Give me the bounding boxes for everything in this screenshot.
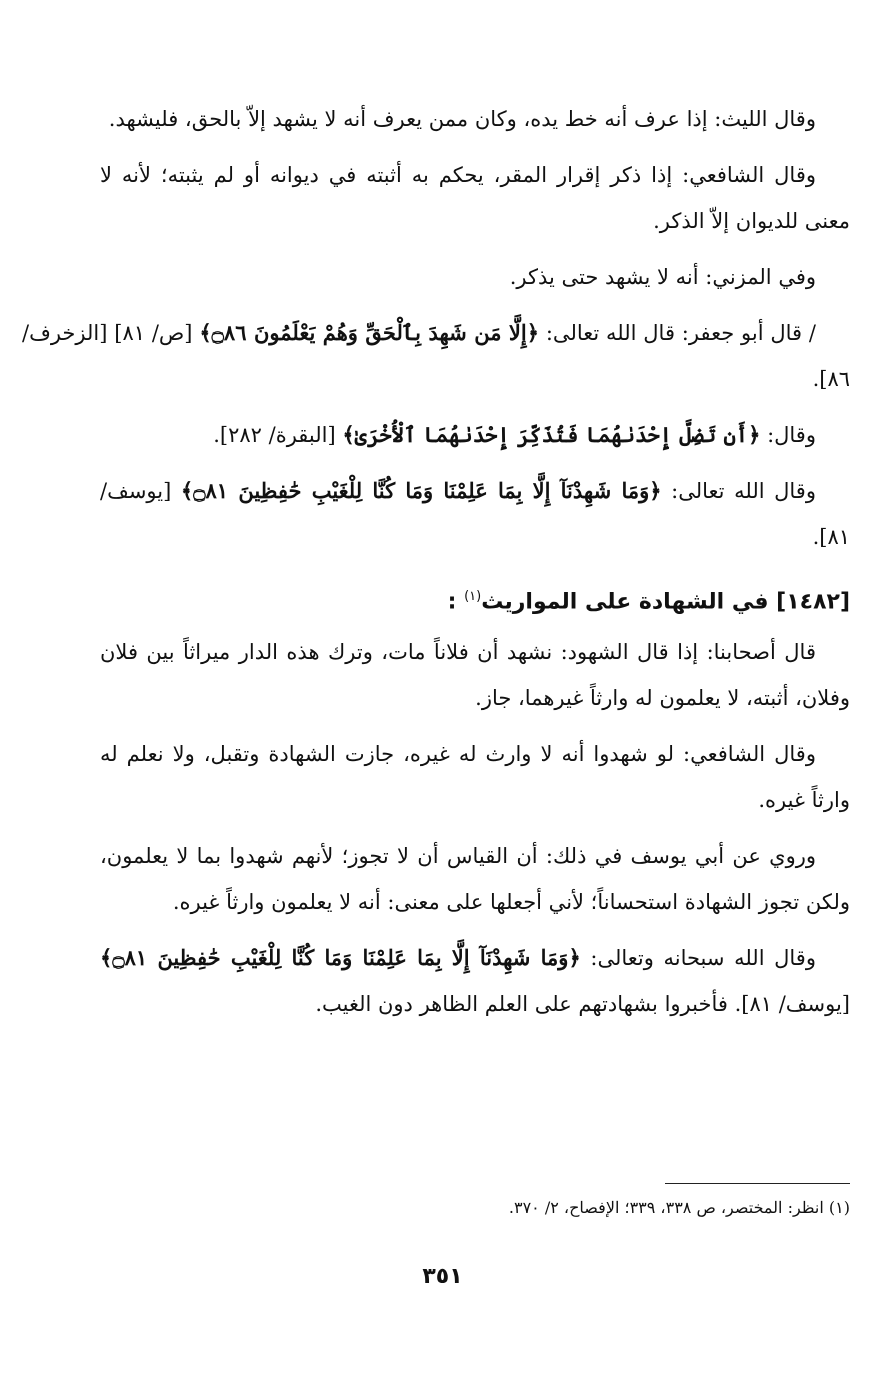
- quran-verse: ﴿وَمَا شَهِدْنَآ إِلَّا بِمَا عَلِمْنَا وَمَا كُنَّا لِلْغَيْبِ حَٰفِظِينَ ۝٨١﴾: [100, 945, 581, 971]
- paragraph-text: وقال الشافعي: لو شهدوا أنه لا وارث له غيره، جازت الشهادة وتقبل، ولا نعلم له وارثاً غيره.: [100, 742, 850, 813]
- paragraph-abu-jafar: [22, 310, 850, 402]
- section-title: في الشهادة على المواريث: [481, 589, 769, 615]
- quran-verse: ﴿أَن تَضِلَّ إِحْدَىٰهُمَا فَتُذَكِّرَ إِحْدَىٰهُمَا ٱلْأُخْرَىٰ﴾: [342, 422, 761, 447]
- footnote-text: انظر: المختصر، ص ٣٣٨، ٣٣٩؛ الإفصاح، ٢/ ٣٧٠.: [508, 1198, 824, 1217]
- paragraph-text: وروي عن أبي يوسف في ذلك: أن القياس أن لا تجوز؛ لأنهم شهدوا بما لا يعلمون، ولكن تجوز الشهادة استحساناً؛ لأني أجعلها على معنى: أنه لا يعلمون وارثاً غيره.: [100, 844, 850, 915]
- paragraph-closing-verse: [100, 935, 850, 1027]
- footnote-marker: (١): [828, 1198, 850, 1217]
- paragraph-intro: وقال الله تعالى:: [671, 479, 816, 503]
- heading-colon: :: [447, 589, 457, 615]
- paragraph-text: وقال الليث: إذا عرف أنه خط يده، وكان ممن يعرف أنه لا يشهد إلاّ بالحق، فليشهد.: [108, 107, 816, 131]
- footnote: [100, 1194, 850, 1222]
- main-text: [22, 96, 850, 1037]
- quran-verse: ﴿إِلَّا مَن شَهِدَ بِٱلْحَقِّ وَهُمْ يَعْلَمُونَ ۝٨٦﴾: [199, 320, 540, 345]
- paragraph-ashabuna: [100, 629, 850, 721]
- footnote-divider: [665, 1183, 850, 1184]
- verse-reference: [البقرة/ ٢٨٢].: [213, 423, 336, 447]
- page-number: ٣٥١: [422, 1264, 463, 1289]
- paragraph-text: وقال الشافعي: إذا ذكر إقرار المقر، يحكم به أثبته في ديوانه أو لم يثبته؛ لأنه لا معنى للديوان إلاّ الذكر.: [100, 163, 850, 233]
- verse-reference: [ص/ ٨١] [الزخرف/ ٨٦].: [22, 321, 850, 391]
- paragraph-text: وفي المزني: أنه لا يشهد حتى يذكر.: [509, 265, 816, 289]
- page-marker: /: [808, 321, 816, 345]
- paragraph-abu-yusuf: [100, 833, 850, 925]
- paragraph-text: قال أصحابنا: إذا قال الشهود: نشهد أن فلاناً مات، وترك هذه الدار ميراثاً بين فلان وفلان، أثبته، لا يعلمون له وارثاً غيرهما، جاز.: [100, 640, 850, 711]
- verse-reference: [يوسف/ ٨١].: [100, 479, 850, 549]
- section-number: [١٤٨٢]: [776, 589, 850, 615]
- footnote-reference: (١): [464, 589, 482, 604]
- paragraph-intro: قال أبو جعفر: قال الله تعالى:: [545, 321, 803, 345]
- quran-verse: ﴿وَمَا شَهِدْنَآ إِلَّا بِمَا عَلِمْنَا وَمَا كُنَّا لِلْغَيْبِ حَٰفِظِينَ ۝٨١﴾: [180, 478, 662, 503]
- paragraph-muzani: [100, 254, 850, 300]
- verse-reference: [يوسف/ ٨١]. فأخبروا بشهادتهم على العلم الظاهر دون الغيب.: [315, 992, 850, 1017]
- paragraph-baqara: [100, 412, 850, 458]
- paragraph-shafii-inheritance: [100, 731, 850, 823]
- paragraph-intro: وقال:: [767, 423, 816, 447]
- paragraph-shafii-diwan: [100, 152, 850, 244]
- section-heading: [100, 574, 850, 625]
- paragraph-yusuf: [100, 468, 850, 560]
- paragraph-layth: [100, 96, 850, 142]
- paragraph-intro: وقال الله سبحانه وتعالى:: [590, 946, 816, 971]
